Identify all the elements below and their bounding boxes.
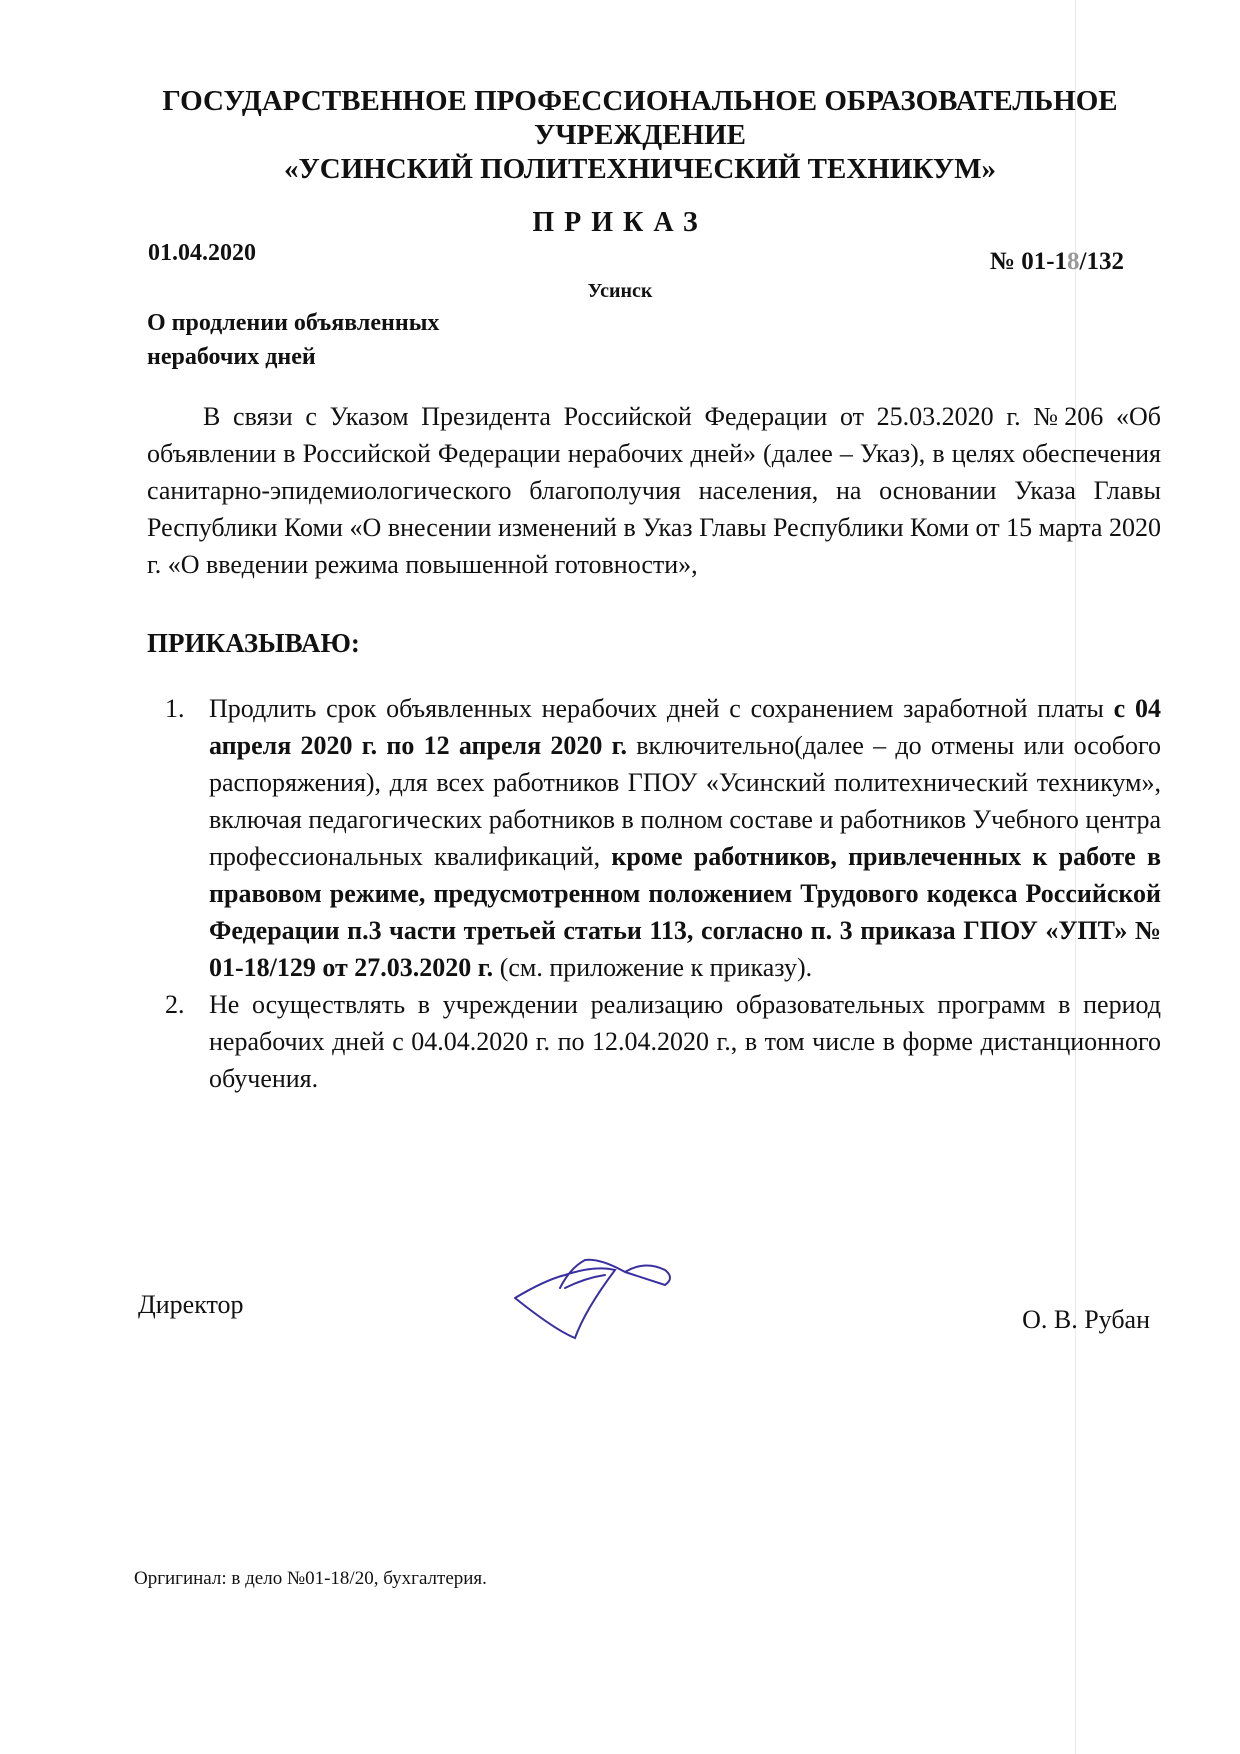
signatory-name: О. В. Рубан [1022, 1305, 1150, 1334]
header-line-2: УЧРЕЖДЕНИЕ [533, 119, 747, 151]
item-bold-part: с 04 апреля 2020 г. по 12 апреля 2020 г. [209, 694, 1161, 760]
item-text [209, 690, 1161, 986]
item-number: 1. [165, 694, 185, 723]
item-text: Не осуществлять в учреждении реализацию образовательных программ в период нерабочих дней с 04.04.2020 г. по 12.04.2020 г., в том числе в форме дистанционного обучения. [209, 990, 1161, 1093]
order-number [990, 248, 1124, 276]
handwritten-signature [505, 1250, 755, 1350]
subject-line-2: нерабочих дней [147, 344, 316, 370]
order-subject [147, 306, 439, 374]
order-number-prefix: № 01-1 [989, 248, 1068, 275]
signature-stroke [515, 1260, 670, 1338]
item-text-part: Продлить срок объявленных нерабочих дней с сохранением заработной платы [209, 694, 1114, 723]
order-number-mid: 8 [1067, 248, 1080, 275]
footer-note: Оргигинал: в дело №01-18/20, бухгалтерия. [134, 1568, 487, 1589]
intro-paragraph: В связи с Указом Президента Российской Федерации от 25.03.2020 г. №206 «Об объявлении в Российской Федерации нерабочих дней» (далее – Указ), в целях обеспечения санитарно-эпидемиологического благополучия населения, на основании Указа Главы Республики Коми «О внесении изменений в Указ Главы Республики Коми от 15 марта 2020 г. «О введении режима повышенной готовности», [147, 402, 1161, 579]
document-title: ПРИКАЗ [532, 207, 708, 238]
order-heading: ПРИКАЗЫВАЮ: [147, 628, 360, 658]
signatory-role: Директор [138, 1290, 244, 1319]
city: Усинск [587, 280, 653, 302]
list-item [165, 986, 1161, 1097]
item-bold-part: кроме работников, привлеченных к работе в правовом режиме, предусмотренном положением Трудового кодекса Российской Федерации п.3 части третьей статьи 113, согласно п. 3 приказа ГПОУ «УПТ» № 01-18/129 от 27.03.2020 г. [209, 842, 1161, 982]
order-number-suffix: /132 [1079, 248, 1124, 275]
header-line-1: ГОСУДАРСТВЕННОЕ ПРОФЕССИОНАЛЬНОЕ ОБРАЗОВАТЕЛЬНОЕ [162, 85, 1118, 117]
header-line-3: «УСИНСКИЙ ПОЛИТЕХНИЧЕСКИЙ ТЕХНИКУМ» [283, 153, 997, 185]
item-number: 2. [165, 990, 185, 1019]
item-text-part: (см. приложение к приказу). [493, 953, 813, 982]
item-text-part: включительно(далее – до отмены или особого распоряжения), для всех работников ГПОУ «Усинский политехнический техникум», включая педагогических работников в полном составе и работников Учебного центра профессиональных квалификаций, [209, 731, 1161, 871]
subject-line-1: О продлении объявленных [147, 310, 440, 336]
order-items-list [165, 690, 1161, 1097]
order-date: 01.04.2020 [148, 240, 256, 266]
organization-header [140, 84, 1140, 186]
list-item [165, 690, 1161, 986]
